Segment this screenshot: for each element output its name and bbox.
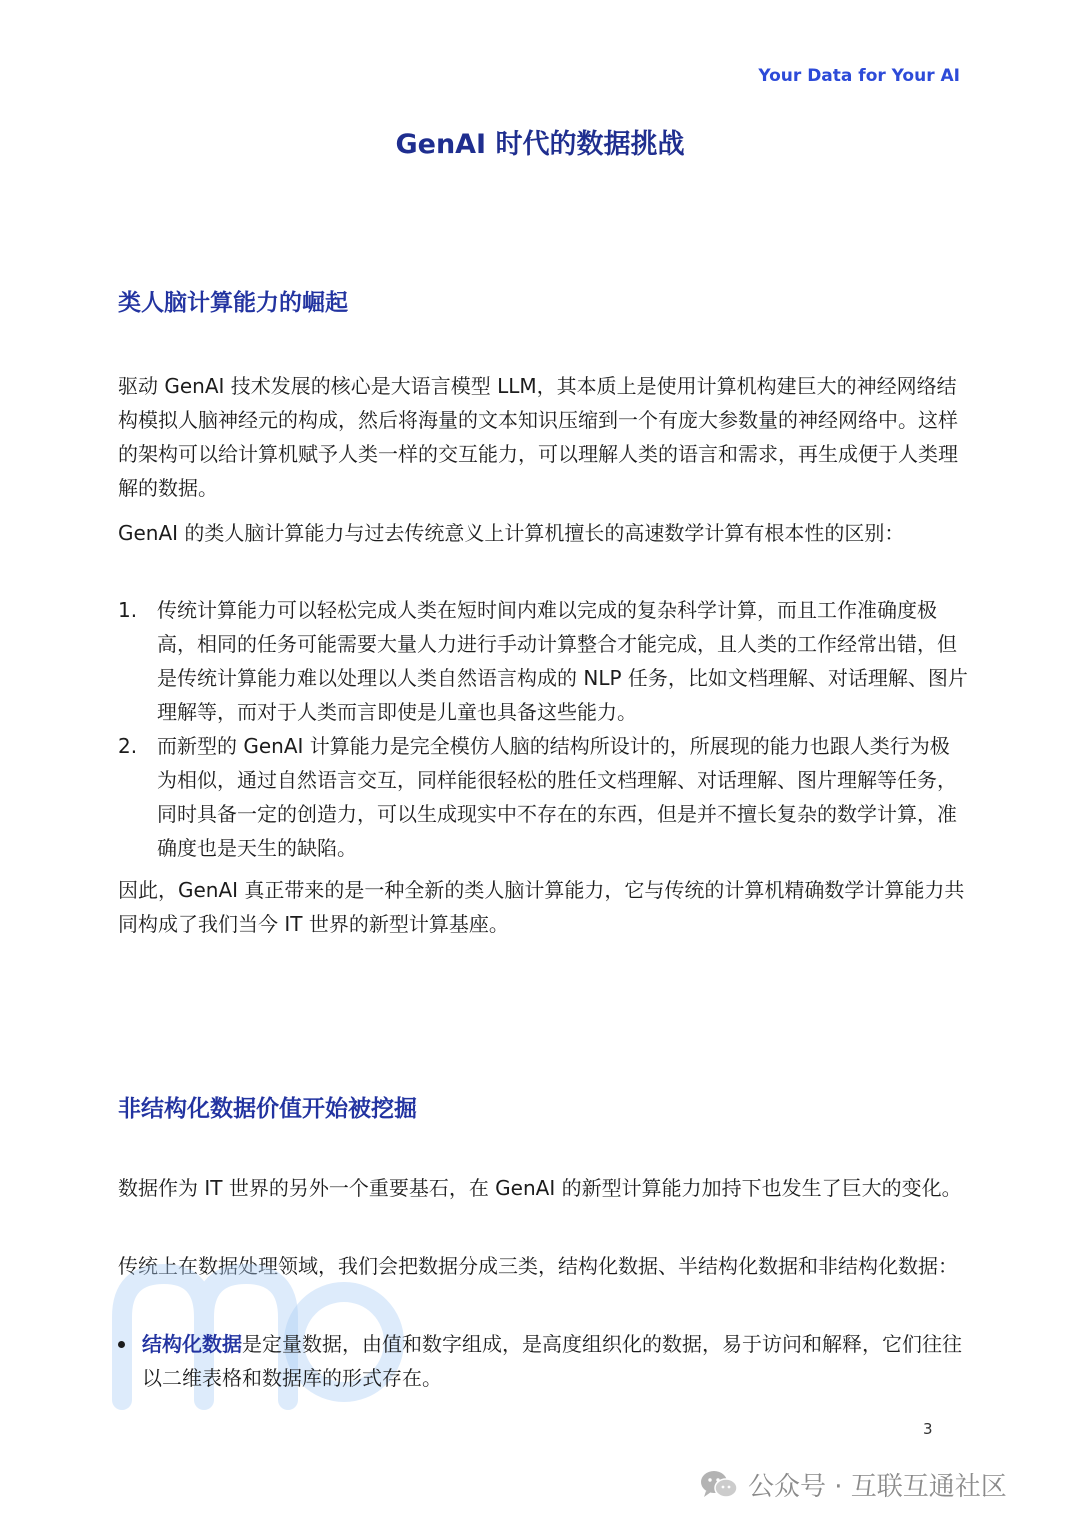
list-number: 2. bbox=[118, 734, 138, 758]
bullet-icon bbox=[118, 1341, 125, 1348]
section-heading-unstructured-data: 非结构化数据价值开始被挖掘 bbox=[118, 1096, 417, 1122]
header-tagline: Your Data for Your AI bbox=[758, 66, 960, 86]
list-item bbox=[118, 593, 968, 729]
paragraph-data-foundation: 数据作为 IT 世界的另外一个重要基石，在 GenAI 的新型计算能力加持下也发生了巨大的变化。 bbox=[118, 1176, 962, 1200]
paragraph-difference: GenAI 的类人脑计算能力与过去传统意义上计算机擅长的高速数学计算有根本性的区别： bbox=[118, 521, 905, 545]
paragraph-conclusion: 因此，GenAI 真正带来的是一种全新的类人脑计算能力，它与传统的计算机精确数学计算能力共同构成了我们当今 IT 世界的新型计算基座。 bbox=[118, 878, 965, 936]
footer-text: 公众号 · 互联互通社区 bbox=[748, 1472, 1007, 1502]
page-title: GenAI 时代的数据挑战 bbox=[395, 129, 685, 160]
list-item bbox=[118, 1327, 968, 1395]
page-number: 3 bbox=[923, 1420, 933, 1438]
section-heading-brain-computing: 类人脑计算能力的崛起 bbox=[118, 290, 348, 316]
footer-account bbox=[700, 1466, 1007, 1503]
list-number: 1. bbox=[118, 598, 138, 622]
paragraph-data-categories: 传统上在数据处理领域，我们会把数据分成三类，结构化数据、半结构化数据和非结构化数据： bbox=[118, 1254, 958, 1278]
paragraph-llm-intro: 驱动 GenAI 技术发展的核心是大语言模型 LLM，其本质上是使用计算机构建巨大的神经网络结构模拟人脑神经元的构成，然后将海量的文本知识压缩到一个有庞大参数量的神经网络中。这样的架构可以给计算机赋予人类一样的交互能力，可以理解人类的语言和需求，再生成便于人类理解的数据。 bbox=[118, 374, 958, 500]
list-item-text: 是定量数据，由值和数字组成，是高度组织化的数据，易于访问和解释，它们往往以二维表格和数据库的形式存在。 bbox=[142, 1332, 962, 1390]
list-item bbox=[118, 729, 968, 865]
wechat-icon bbox=[700, 1470, 738, 1500]
highlight-term: 结构化数据 bbox=[142, 1332, 242, 1356]
list-item-text: 传统计算能力可以轻松完成人类在短时间内难以完成的复杂科学计算，而且工作准确度极高，相同的任务可能需要大量人力进行手动计算整合才能完成，且人类的工作经常出错，但是传统计算能力难以处理以人类自然语言构成的 NLP 任务，比如文档理解、对话理解、图片理解等，而对于人类而言即使是儿童也具备这些能力。 bbox=[157, 598, 968, 724]
comparison-list bbox=[118, 593, 968, 865]
data-type-list bbox=[118, 1327, 968, 1395]
list-item-text: 而新型的 GenAI 计算能力是完全模仿人脑的结构所设计的，所展现的能力也跟人类行为极为相似，通过自然语言交互，同样能很轻松的胜任文档理解、对话理解、图片理解等任务，同时具备一定的创造力，可以生成现实中不存在的东西，但是并不擅长复杂的数学计算，准确度也是天生的缺陷。 bbox=[157, 734, 957, 860]
